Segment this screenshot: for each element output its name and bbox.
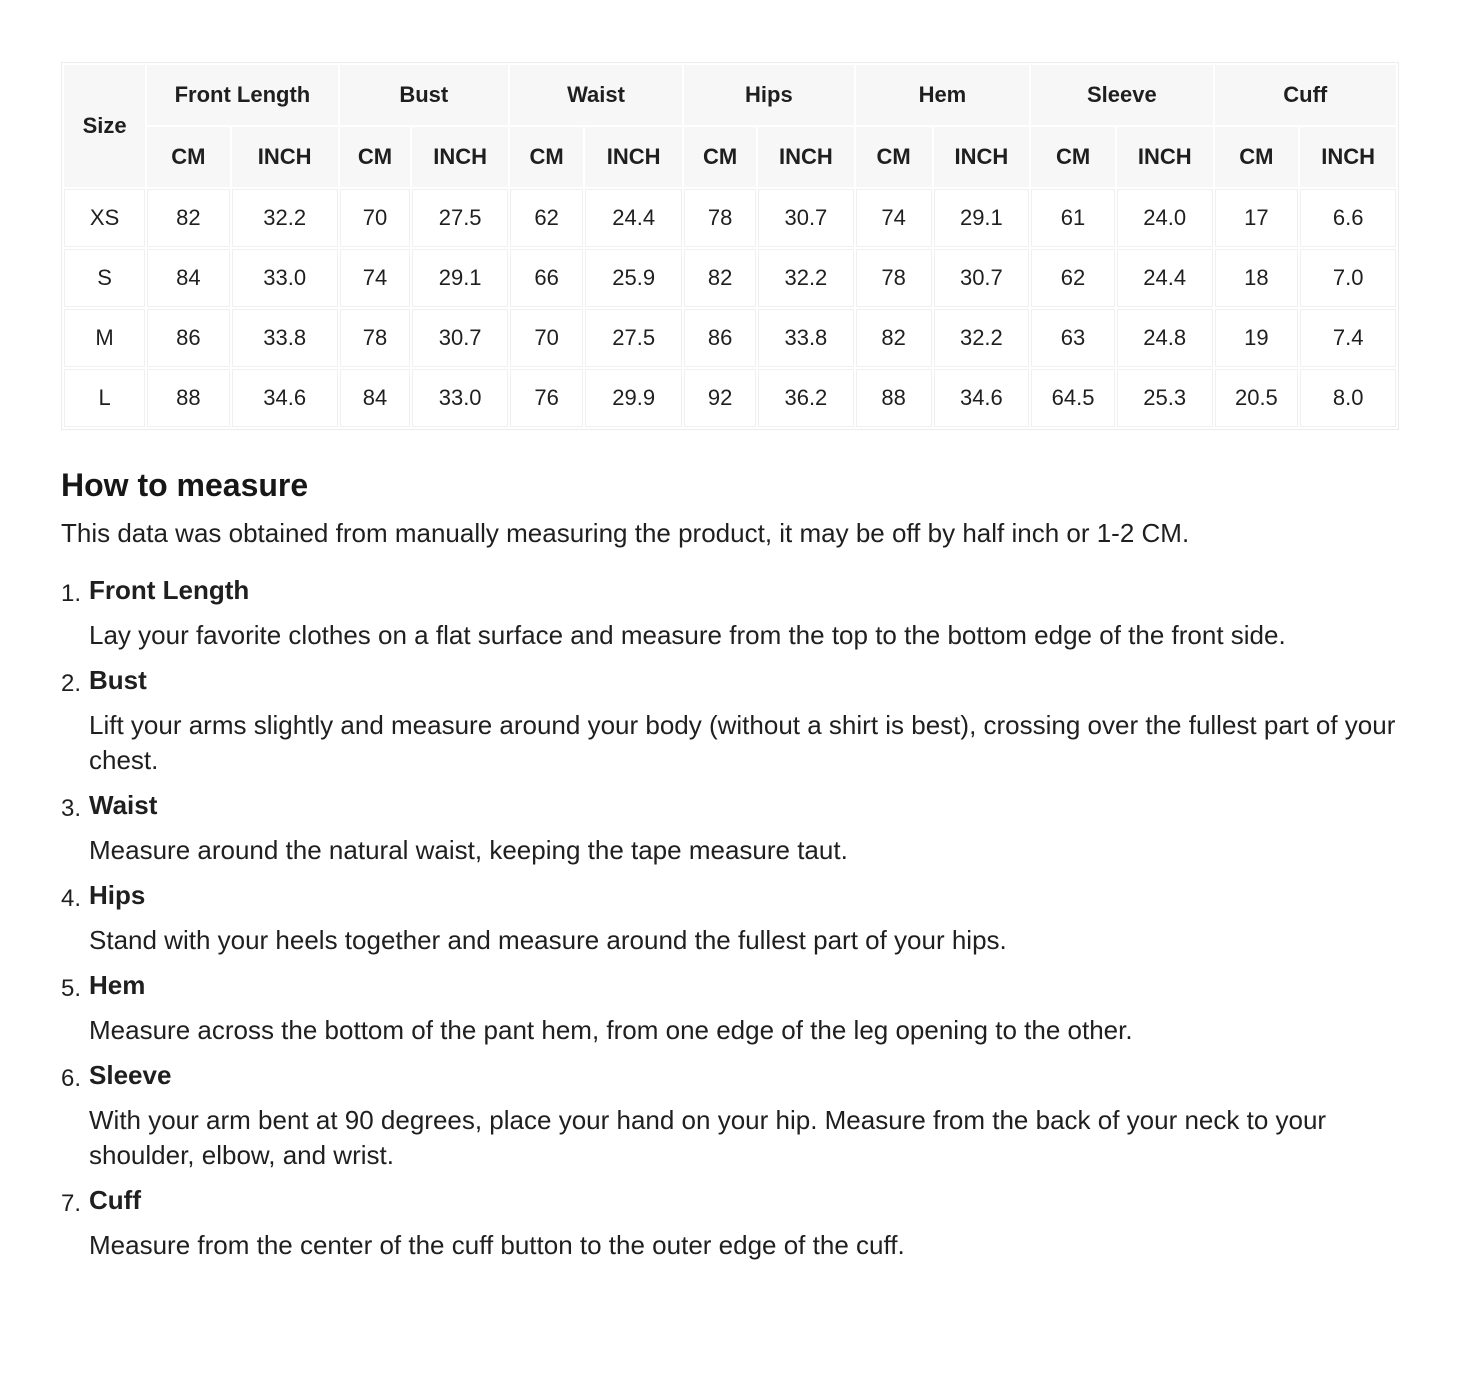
measurement-cell: 74	[856, 189, 932, 247]
measurement-cell: 33.8	[232, 309, 338, 367]
measurement-cell: 34.6	[232, 369, 338, 427]
measurement-cell: 30.7	[758, 189, 854, 247]
unit-header-cm: CM	[340, 127, 411, 187]
measurement-cell: 78	[684, 189, 756, 247]
unit-header-cm: CM	[1215, 127, 1299, 187]
unit-header-inch: INCH	[1300, 127, 1396, 187]
list-item-description: Measure around the natural waist, keeping the tape measure taut.	[89, 835, 848, 865]
size-guide-content	[61, 62, 1399, 1263]
measurement-cell: 27.5	[585, 309, 682, 367]
measure-list-item	[61, 878, 1399, 958]
list-item-term: Waist	[89, 790, 158, 820]
list-item-number: 3.	[61, 795, 82, 822]
unit-header-inch: INCH	[585, 127, 682, 187]
table-row	[64, 369, 1396, 427]
measurement-cell: 88	[147, 369, 229, 427]
measurement-cell: 32.2	[232, 189, 338, 247]
measurement-cell: 29.1	[934, 189, 1030, 247]
measurement-cell: 92	[684, 369, 756, 427]
unit-header-cm: CM	[856, 127, 932, 187]
measure-instruction-list	[61, 573, 1399, 1263]
list-item-term: Front Length	[89, 575, 250, 605]
measurement-cell: 74	[340, 249, 411, 307]
measurement-cell: 86	[147, 309, 229, 367]
group-header-bust: Bust	[340, 65, 508, 125]
measure-list-item	[61, 1183, 1399, 1263]
measure-intro-text: This data was obtained from manually measuring the product, it may be off by half inch or 1-2 CM.	[61, 518, 1190, 548]
size-chart-body	[64, 189, 1396, 427]
measurement-cell: 82	[856, 309, 932, 367]
size-column-header: Size	[64, 65, 145, 187]
unit-header-cm: CM	[510, 127, 583, 187]
unit-header-cm: CM	[684, 127, 756, 187]
measurement-cell: 84	[147, 249, 229, 307]
size-cell: XS	[64, 189, 145, 247]
measurement-cell: 70	[340, 189, 411, 247]
unit-header-cm: CM	[1031, 127, 1115, 187]
measurement-cell: 25.3	[1117, 369, 1213, 427]
measurement-cell: 33.0	[232, 249, 338, 307]
measurement-cell: 70	[510, 309, 583, 367]
measurement-cell: 88	[856, 369, 932, 427]
list-item-term: Hem	[89, 970, 146, 1000]
measurement-cell: 7.0	[1300, 249, 1396, 307]
measurement-cell: 33.0	[412, 369, 508, 427]
size-cell: S	[64, 249, 145, 307]
measurement-cell: 24.4	[1117, 249, 1213, 307]
list-item-description: Lay your favorite clothes on a flat surface and measure from the top to the bottom edge of the front side.	[89, 620, 1286, 650]
measurement-cell: 29.9	[585, 369, 682, 427]
unit-header-inch: INCH	[758, 127, 854, 187]
list-item-term: Sleeve	[89, 1060, 172, 1090]
list-item-number: 2.	[61, 670, 82, 697]
measure-list-item	[61, 573, 1399, 653]
list-item-description: Measure across the bottom of the pant hem, from one edge of the leg opening to the other.	[89, 1015, 1133, 1045]
measurement-cell: 63	[1031, 309, 1115, 367]
group-header-front-length: Front Length	[147, 65, 338, 125]
measurement-cell: 25.9	[585, 249, 682, 307]
unit-header-cm: CM	[147, 127, 229, 187]
measurement-cell: 36.2	[758, 369, 854, 427]
list-item-number: 4.	[61, 885, 82, 912]
measurement-cell: 84	[340, 369, 411, 427]
measurement-cell: 17	[1215, 189, 1299, 247]
list-item-term: Bust	[89, 665, 147, 695]
measurement-cell: 82	[684, 249, 756, 307]
measurement-cell: 76	[510, 369, 583, 427]
size-cell: M	[64, 309, 145, 367]
measurement-cell: 24.0	[1117, 189, 1213, 247]
list-item-description: Stand with your heels together and measure around the fullest part of your hips.	[89, 925, 1007, 955]
measurement-cell: 64.5	[1031, 369, 1115, 427]
measurement-cell: 18	[1215, 249, 1299, 307]
list-item-description: With your arm bent at 90 degrees, place your hand on your hip. Measure from the back of your neck to your shoulder, elbow, and wrist.	[89, 1105, 1327, 1170]
measurement-cell: 61	[1031, 189, 1115, 247]
how-to-measure-heading: How to measure	[61, 467, 309, 503]
measurement-cell: 82	[147, 189, 229, 247]
measurement-cell: 62	[1031, 249, 1115, 307]
measurement-cell: 78	[856, 249, 932, 307]
measurement-cell: 32.2	[934, 309, 1030, 367]
table-group-header-row	[64, 65, 1396, 125]
measure-list-item	[61, 1058, 1399, 1173]
measure-list-item	[61, 788, 1399, 868]
unit-header-inch: INCH	[934, 127, 1030, 187]
measurement-cell: 19	[1215, 309, 1299, 367]
measure-list-item	[61, 663, 1399, 778]
list-item-number: 5.	[61, 975, 82, 1002]
measurement-cell: 27.5	[412, 189, 508, 247]
list-item-number: 7.	[61, 1190, 82, 1217]
list-item-description: Measure from the center of the cuff button to the outer edge of the cuff.	[89, 1230, 905, 1260]
table-unit-header-row	[64, 127, 1396, 187]
group-header-sleeve: Sleeve	[1031, 65, 1212, 125]
measurement-cell: 7.4	[1300, 309, 1396, 367]
measurement-cell: 20.5	[1215, 369, 1299, 427]
measurement-cell: 32.2	[758, 249, 854, 307]
unit-header-inch: INCH	[412, 127, 508, 187]
measurement-cell: 62	[510, 189, 583, 247]
measurement-cell: 24.8	[1117, 309, 1213, 367]
measurement-cell: 34.6	[934, 369, 1030, 427]
group-header-hem: Hem	[856, 65, 1029, 125]
table-row	[64, 309, 1396, 367]
measurement-cell: 86	[684, 309, 756, 367]
measurement-cell: 29.1	[412, 249, 508, 307]
size-cell: L	[64, 369, 145, 427]
list-item-description: Lift your arms slightly and measure around your body (without a shirt is best), crossing over the fullest part of your chest.	[89, 710, 1396, 775]
list-item-term: Hips	[89, 880, 146, 910]
measurement-cell: 24.4	[585, 189, 682, 247]
measurement-cell: 33.8	[758, 309, 854, 367]
unit-header-inch: INCH	[232, 127, 338, 187]
measure-list-item	[61, 968, 1399, 1048]
group-header-cuff: Cuff	[1215, 65, 1397, 125]
table-row	[64, 189, 1396, 247]
table-row	[64, 249, 1396, 307]
group-header-waist: Waist	[510, 65, 682, 125]
measurement-cell: 30.7	[934, 249, 1030, 307]
size-chart-header	[64, 65, 1396, 187]
measurement-cell: 8.0	[1300, 369, 1396, 427]
list-item-term: Cuff	[89, 1185, 141, 1215]
list-item-number: 1.	[61, 580, 82, 607]
unit-header-inch: INCH	[1117, 127, 1213, 187]
list-item-number: 6.	[61, 1065, 82, 1092]
measurement-cell: 30.7	[412, 309, 508, 367]
measurement-cell: 6.6	[1300, 189, 1396, 247]
group-header-hips: Hips	[684, 65, 854, 125]
size-chart-table	[61, 62, 1399, 430]
measurement-cell: 66	[510, 249, 583, 307]
measurement-cell: 78	[340, 309, 411, 367]
